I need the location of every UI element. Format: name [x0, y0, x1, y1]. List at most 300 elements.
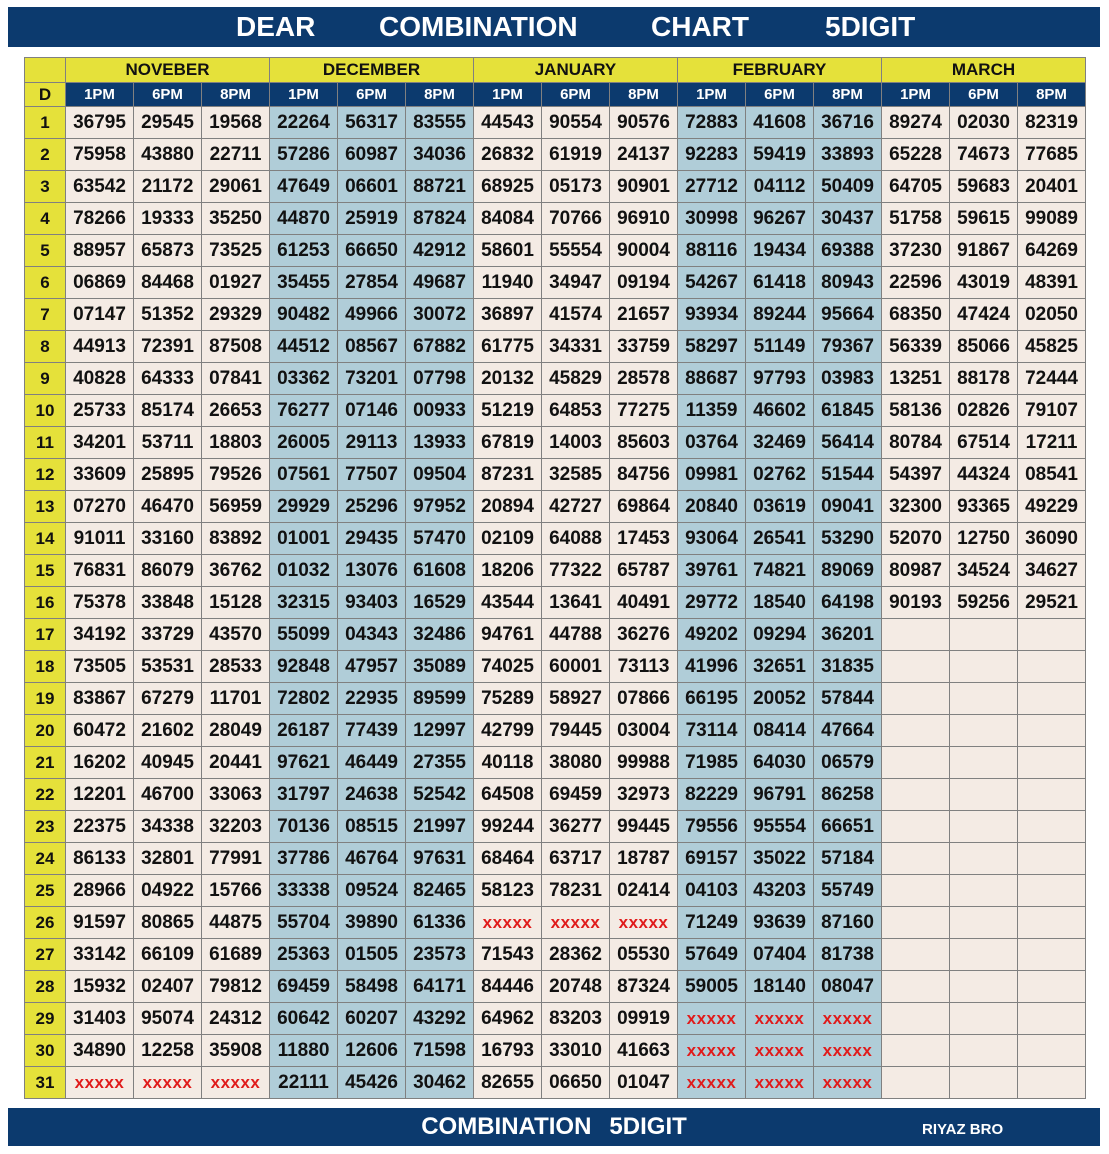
table-row [25, 875, 1086, 907]
result-cell: 12750 [950, 523, 1018, 555]
table-row [25, 1067, 1086, 1099]
result-cell: 21172 [134, 171, 202, 203]
day-number: 3 [25, 171, 66, 203]
result-cell: 88178 [950, 363, 1018, 395]
result-cell: 33338 [270, 875, 338, 907]
time-header-8pm: 8PM [610, 83, 678, 107]
day-number: 26 [25, 907, 66, 939]
result-cell: 85066 [950, 331, 1018, 363]
result-cell: 22375 [66, 811, 134, 843]
result-cell: 13251 [882, 363, 950, 395]
result-cell: 27712 [678, 171, 746, 203]
result-cell [882, 619, 950, 651]
result-cell: 97952 [406, 491, 474, 523]
result-cell: 61689 [202, 939, 270, 971]
result-cell: 54397 [882, 459, 950, 491]
result-cell: 34201 [66, 427, 134, 459]
result-cell: 44870 [270, 203, 338, 235]
result-cell: 91597 [66, 907, 134, 939]
result-cell: 01505 [338, 939, 406, 971]
result-cell: 76277 [270, 395, 338, 427]
result-cell: 29113 [338, 427, 406, 459]
result-cell: 32315 [270, 587, 338, 619]
table-row [25, 939, 1086, 971]
table-row [25, 715, 1086, 747]
result-cell: 22111 [270, 1067, 338, 1099]
result-cell: 71985 [678, 747, 746, 779]
missing-result-cell: xxxxx [814, 1003, 882, 1035]
header-word-dear: DEAR [236, 11, 316, 42]
table-row [25, 651, 1086, 683]
result-cell: 07270 [66, 491, 134, 523]
result-cell: 93365 [950, 491, 1018, 523]
day-number: 8 [25, 331, 66, 363]
result-cell: 25363 [270, 939, 338, 971]
result-cell: 70766 [542, 203, 610, 235]
result-cell: 99988 [610, 747, 678, 779]
result-cell: 64962 [474, 1003, 542, 1035]
result-cell: 36090 [1018, 523, 1086, 555]
result-cell: 72802 [270, 683, 338, 715]
result-cell: 52542 [406, 779, 474, 811]
day-number: 15 [25, 555, 66, 587]
result-cell: 46470 [134, 491, 202, 523]
header-word-combination: COMBINATION [379, 11, 578, 42]
result-cell: 16202 [66, 747, 134, 779]
missing-result-cell: xxxxx [746, 1035, 814, 1067]
result-cell [950, 1003, 1018, 1035]
result-cell [950, 651, 1018, 683]
result-cell: 47664 [814, 715, 882, 747]
result-cell: 97793 [746, 363, 814, 395]
result-cell: 20401 [1018, 171, 1086, 203]
result-cell: 43544 [474, 587, 542, 619]
result-cell: 63717 [542, 843, 610, 875]
day-number: 28 [25, 971, 66, 1003]
result-cell: 84756 [610, 459, 678, 491]
result-cell: 59683 [950, 171, 1018, 203]
result-cell: 87324 [610, 971, 678, 1003]
result-cell: 41608 [746, 107, 814, 139]
result-cell: 27355 [406, 747, 474, 779]
result-cell: 34947 [542, 267, 610, 299]
result-cell: 09524 [338, 875, 406, 907]
result-cell: 03764 [678, 427, 746, 459]
result-cell: 35022 [746, 843, 814, 875]
result-cell: 22596 [882, 267, 950, 299]
result-cell: 61845 [814, 395, 882, 427]
result-cell: 09504 [406, 459, 474, 491]
result-cell: 66650 [338, 235, 406, 267]
time-header-6pm: 6PM [950, 83, 1018, 107]
time-header-1pm: 1PM [474, 83, 542, 107]
result-cell: 44788 [542, 619, 610, 651]
result-cell: 72883 [678, 107, 746, 139]
result-cell: 25296 [338, 491, 406, 523]
time-header-row [25, 83, 1086, 107]
result-cell: 01032 [270, 555, 338, 587]
day-number: 29 [25, 1003, 66, 1035]
result-cell: 79812 [202, 971, 270, 1003]
result-cell: 87231 [474, 459, 542, 491]
result-cell: 68350 [882, 299, 950, 331]
result-cell: 33063 [202, 779, 270, 811]
result-cell [950, 1067, 1018, 1099]
result-cell: 37786 [270, 843, 338, 875]
result-cell: 06601 [338, 171, 406, 203]
result-cell: 35250 [202, 203, 270, 235]
result-cell: 26653 [202, 395, 270, 427]
result-cell [950, 747, 1018, 779]
result-cell: 77439 [338, 715, 406, 747]
table-row [25, 1003, 1086, 1035]
footer-title-part2: 5DIGIT [609, 1113, 687, 1140]
result-cell: 44324 [950, 459, 1018, 491]
result-cell: 95074 [134, 1003, 202, 1035]
result-cell: 32203 [202, 811, 270, 843]
result-cell: 61608 [406, 555, 474, 587]
day-number: 10 [25, 395, 66, 427]
result-cell: 77507 [338, 459, 406, 491]
result-cell: 34036 [406, 139, 474, 171]
result-cell: 59005 [678, 971, 746, 1003]
footer-banner [8, 1108, 1100, 1146]
result-cell: 33759 [610, 331, 678, 363]
result-cell: 80943 [814, 267, 882, 299]
result-cell: 83892 [202, 523, 270, 555]
result-cell: 86133 [66, 843, 134, 875]
result-cell: 22711 [202, 139, 270, 171]
result-cell: 77685 [1018, 139, 1086, 171]
result-cell: 73505 [66, 651, 134, 683]
missing-result-cell: xxxxx [542, 907, 610, 939]
result-cell: 29435 [338, 523, 406, 555]
result-cell: 80865 [134, 907, 202, 939]
result-cell: 12201 [66, 779, 134, 811]
result-cell: 41996 [678, 651, 746, 683]
result-cell [1018, 651, 1086, 683]
result-cell: 51219 [474, 395, 542, 427]
result-cell: 31797 [270, 779, 338, 811]
day-number: 24 [25, 843, 66, 875]
result-cell: 77991 [202, 843, 270, 875]
result-cell: 74025 [474, 651, 542, 683]
result-cell: 82465 [406, 875, 474, 907]
result-cell: 32801 [134, 843, 202, 875]
table-row [25, 107, 1086, 139]
result-cell: 57470 [406, 523, 474, 555]
result-cell: 67514 [950, 427, 1018, 459]
result-cell: 12258 [134, 1035, 202, 1067]
table-row [25, 299, 1086, 331]
result-cell: 36277 [542, 811, 610, 843]
table-row [25, 523, 1086, 555]
result-cell: 26832 [474, 139, 542, 171]
table-row [25, 811, 1086, 843]
result-cell: 15766 [202, 875, 270, 907]
result-cell: 19568 [202, 107, 270, 139]
result-cell: 73201 [338, 363, 406, 395]
table-row [25, 363, 1086, 395]
result-cell: 41574 [542, 299, 610, 331]
result-cell: 61418 [746, 267, 814, 299]
result-cell: 58927 [542, 683, 610, 715]
result-cell: 56317 [338, 107, 406, 139]
result-cell: 44913 [66, 331, 134, 363]
result-cell: 05173 [542, 171, 610, 203]
result-cell: 34524 [950, 555, 1018, 587]
result-cell: 20894 [474, 491, 542, 523]
result-cell: 97621 [270, 747, 338, 779]
result-cell: 64333 [134, 363, 202, 395]
table-row [25, 619, 1086, 651]
result-cell: 57649 [678, 939, 746, 971]
result-cell: 68925 [474, 171, 542, 203]
missing-result-cell: xxxxx [678, 1003, 746, 1035]
result-cell: 64705 [882, 171, 950, 203]
result-cell: 49687 [406, 267, 474, 299]
table-row [25, 1035, 1086, 1067]
result-cell: 84468 [134, 267, 202, 299]
result-cell: 67819 [474, 427, 542, 459]
result-cell: 69157 [678, 843, 746, 875]
result-cell [950, 939, 1018, 971]
result-cell: 59419 [746, 139, 814, 171]
result-cell: 57286 [270, 139, 338, 171]
month-header-february: FEBRUARY [678, 58, 882, 83]
result-cell: 40945 [134, 747, 202, 779]
result-cell [1018, 843, 1086, 875]
day-number: 18 [25, 651, 66, 683]
day-number: 30 [25, 1035, 66, 1067]
result-cell: 45426 [338, 1067, 406, 1099]
result-cell: 88721 [406, 171, 474, 203]
day-number: 13 [25, 491, 66, 523]
result-cell: 83867 [66, 683, 134, 715]
result-cell: 80987 [882, 555, 950, 587]
result-cell: 61253 [270, 235, 338, 267]
result-cell: 64088 [542, 523, 610, 555]
day-number: 17 [25, 619, 66, 651]
result-cell: 99089 [1018, 203, 1086, 235]
result-cell: 82229 [678, 779, 746, 811]
result-cell: 32486 [406, 619, 474, 651]
result-cell: 07866 [610, 683, 678, 715]
day-number: 16 [25, 587, 66, 619]
result-cell: 30462 [406, 1067, 474, 1099]
missing-result-cell: xxxxx [474, 907, 542, 939]
result-cell: 84446 [474, 971, 542, 1003]
result-cell: 26541 [746, 523, 814, 555]
result-cell: 92848 [270, 651, 338, 683]
result-cell: 24137 [610, 139, 678, 171]
result-cell: 15932 [66, 971, 134, 1003]
result-cell: 77275 [610, 395, 678, 427]
result-cell: 20840 [678, 491, 746, 523]
result-cell: 94761 [474, 619, 542, 651]
result-cell: 49229 [1018, 491, 1086, 523]
result-cell: 28966 [66, 875, 134, 907]
result-cell: 90482 [270, 299, 338, 331]
time-header-1pm: 1PM [66, 83, 134, 107]
result-cell: 01047 [610, 1067, 678, 1099]
result-cell: 07146 [338, 395, 406, 427]
result-cell: 00933 [406, 395, 474, 427]
result-cell: 58498 [338, 971, 406, 1003]
result-cell [1018, 747, 1086, 779]
result-cell: 96267 [746, 203, 814, 235]
result-cell: 09194 [610, 267, 678, 299]
day-number: 7 [25, 299, 66, 331]
result-cell: 43203 [746, 875, 814, 907]
table-row [25, 459, 1086, 491]
result-cell: 28362 [542, 939, 610, 971]
result-cell: 36716 [814, 107, 882, 139]
result-cell: 79445 [542, 715, 610, 747]
missing-result-cell: xxxxx [746, 1003, 814, 1035]
day-number: 2 [25, 139, 66, 171]
result-cell: 59256 [950, 587, 1018, 619]
time-header-8pm: 8PM [406, 83, 474, 107]
result-cell: 14003 [542, 427, 610, 459]
result-cell: 71543 [474, 939, 542, 971]
result-cell: 19333 [134, 203, 202, 235]
result-cell [1018, 1003, 1086, 1035]
result-cell [1018, 971, 1086, 1003]
result-cell: 25895 [134, 459, 202, 491]
result-cell: 60207 [338, 1003, 406, 1035]
result-cell: 11880 [270, 1035, 338, 1067]
missing-result-cell: xxxxx [202, 1067, 270, 1099]
result-cell: 20132 [474, 363, 542, 395]
table-row [25, 555, 1086, 587]
result-cell: 49202 [678, 619, 746, 651]
day-number: 22 [25, 779, 66, 811]
result-cell: 03004 [610, 715, 678, 747]
result-cell: 22264 [270, 107, 338, 139]
result-cell: 90554 [542, 107, 610, 139]
result-cell: 60987 [338, 139, 406, 171]
missing-result-cell: xxxxx [610, 907, 678, 939]
result-cell: 71598 [406, 1035, 474, 1067]
result-cell: 53711 [134, 427, 202, 459]
result-cell: 55554 [542, 235, 610, 267]
result-cell: 03362 [270, 363, 338, 395]
result-cell [882, 843, 950, 875]
result-cell: 67882 [406, 331, 474, 363]
result-cell: 13076 [338, 555, 406, 587]
result-cell: 99244 [474, 811, 542, 843]
result-cell: 65228 [882, 139, 950, 171]
result-cell: 57184 [814, 843, 882, 875]
result-cell: 89599 [406, 683, 474, 715]
result-cell: 81738 [814, 939, 882, 971]
table-row [25, 235, 1086, 267]
result-cell: 58136 [882, 395, 950, 427]
result-cell: 32300 [882, 491, 950, 523]
result-cell: 34890 [66, 1035, 134, 1067]
result-cell: 04922 [134, 875, 202, 907]
result-cell: 73113 [610, 651, 678, 683]
result-cell: 66109 [134, 939, 202, 971]
missing-result-cell: xxxxx [678, 1067, 746, 1099]
result-cell [882, 1067, 950, 1099]
result-cell: 99445 [610, 811, 678, 843]
result-cell: 88957 [66, 235, 134, 267]
result-cell: 93064 [678, 523, 746, 555]
result-cell: 54267 [678, 267, 746, 299]
time-header-6pm: 6PM [338, 83, 406, 107]
result-cell [882, 971, 950, 1003]
result-cell: 51149 [746, 331, 814, 363]
result-cell: 90193 [882, 587, 950, 619]
result-cell: 07147 [66, 299, 134, 331]
day-number: 12 [25, 459, 66, 491]
result-cell [950, 907, 1018, 939]
result-cell [950, 971, 1018, 1003]
day-number: 27 [25, 939, 66, 971]
result-cell: 12606 [338, 1035, 406, 1067]
result-cell: 37230 [882, 235, 950, 267]
result-cell: 43292 [406, 1003, 474, 1035]
result-cell [1018, 907, 1086, 939]
result-cell: 69459 [542, 779, 610, 811]
result-cell: 96791 [746, 779, 814, 811]
table-row [25, 267, 1086, 299]
result-cell: 31835 [814, 651, 882, 683]
result-cell: 45825 [1018, 331, 1086, 363]
result-cell: 42727 [542, 491, 610, 523]
result-cell: 60001 [542, 651, 610, 683]
result-cell [950, 683, 1018, 715]
result-cell: 74821 [746, 555, 814, 587]
result-cell: 32469 [746, 427, 814, 459]
result-cell: 47424 [950, 299, 1018, 331]
result-cell: 18787 [610, 843, 678, 875]
result-cell: 75958 [66, 139, 134, 171]
result-cell: 26005 [270, 427, 338, 459]
result-cell: 07404 [746, 939, 814, 971]
result-cell: 28578 [610, 363, 678, 395]
month-header-march: MARCH [882, 58, 1086, 83]
table-row [25, 203, 1086, 235]
result-cell: 45829 [542, 363, 610, 395]
result-cell: 87160 [814, 907, 882, 939]
result-cell: 35908 [202, 1035, 270, 1067]
result-cell: 85174 [134, 395, 202, 427]
day-number: 14 [25, 523, 66, 555]
result-cell: 80784 [882, 427, 950, 459]
result-cell [1018, 875, 1086, 907]
result-cell: 61775 [474, 331, 542, 363]
result-cell: 48391 [1018, 267, 1086, 299]
result-cell: 04103 [678, 875, 746, 907]
result-cell: 13641 [542, 587, 610, 619]
time-header-8pm: 8PM [202, 83, 270, 107]
result-cell: 17211 [1018, 427, 1086, 459]
table-row [25, 427, 1086, 459]
result-cell: 50409 [814, 171, 882, 203]
result-cell: 02414 [610, 875, 678, 907]
result-cell [882, 683, 950, 715]
result-cell: 20052 [746, 683, 814, 715]
result-cell: 68464 [474, 843, 542, 875]
time-header-6pm: 6PM [542, 83, 610, 107]
day-number: 20 [25, 715, 66, 747]
table-body [25, 107, 1086, 1099]
result-cell: 91867 [950, 235, 1018, 267]
result-cell: 35089 [406, 651, 474, 683]
